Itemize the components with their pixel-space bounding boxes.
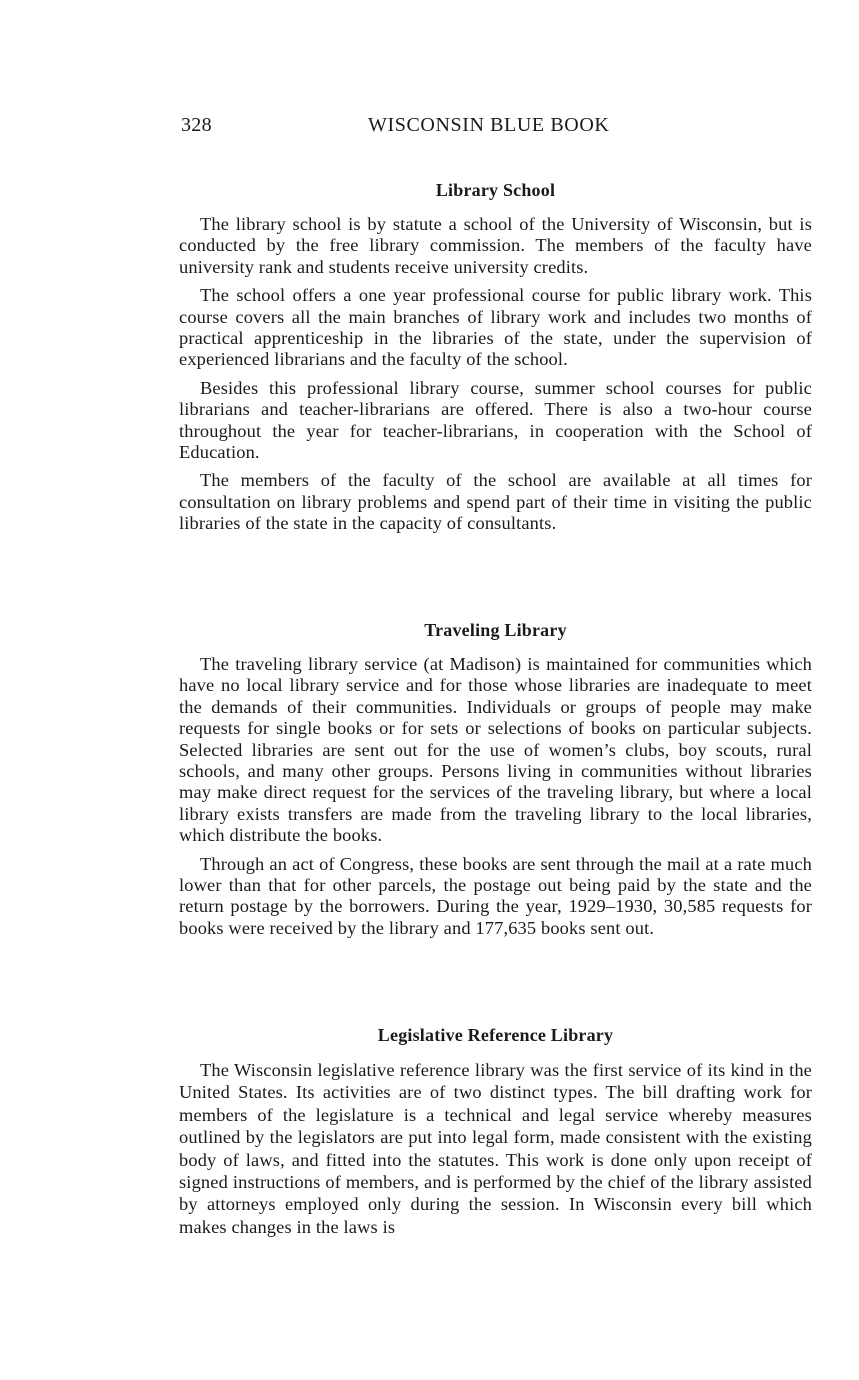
- section-heading: Legislative Reference Library: [377, 1025, 614, 1045]
- paragraph: The school offers a one year professional course for public library work. This course covers all the main branches of library work and includes two months of practical apprenticeship in the libraries of the state, under the supervision of experienced librarians and the faculty of the school.: [179, 285, 812, 370]
- paragraph: Besides this professional library course, summer school courses for public librarians and teacher-librarians are offered. There is also a two-hour course throughout the year for teacher-librarians, in cooperation with the School of Education.: [179, 377, 812, 463]
- paragraph: The Wisconsin legislative reference library was the first service of its kind in the United States. Its activities are of two distinct types. The bill drafting work for members of the legislature is a technical and legal service whereby measures outlined by the legislators are put into legal form, made consistent with the existing body of laws, and fitted into the statutes. This work is done only upon receipt of signed instructions of members, and is performed by the chief of the library assisted by attorneys employed only during the session. In Wisconsin every bill which makes changes in the laws is: [179, 1060, 812, 1237]
- section-traveling-library: [179, 618, 812, 946]
- running-head: [181, 114, 811, 144]
- paragraph: The library school is by statute a school of the University of Wisconsin, but is conducted by the free library commission. The members of the faculty have university rank and students receive university credits.: [179, 214, 812, 277]
- section-legislative-reference-library: [179, 1023, 812, 1245]
- page-number: 328: [181, 114, 212, 136]
- section-library-school: [179, 178, 812, 542]
- section-heading: Traveling Library: [424, 620, 567, 640]
- paragraph: The traveling library service (at Madison) is maintained for communities which have no local library service and for those whose libraries are inadequate to meet the demands of their communities. Individuals or groups of people may make requests for single books or for sets or selections of books on particular subjects. Selected libraries are sent out for the use of women’s clubs, boy scouts, rural schools, and many other groups. Persons living in communities without libraries may make direct request for the services of the traveling library, but where a local library exists transfers are made from the traveling library to the local libraries, which distribute the books.: [179, 654, 812, 846]
- paragraph: Through an act of Congress, these books are sent through the mail at a rate much lower than that for other parcels, the postage out being paid by the state and the return postage by the borrowers. During the year, 1929–1930, 30,585 requests for books were received by the library and 177,635 books sent out.: [179, 853, 812, 938]
- running-title: WISCONSIN BLUE BOOK: [368, 114, 610, 136]
- paragraph: The members of the faculty of the school are available at all times for consultation on library problems and spend part of their time in visiting the public libraries of the state in the capacity of consultants.: [179, 470, 812, 534]
- section-heading: Library School: [435, 180, 556, 200]
